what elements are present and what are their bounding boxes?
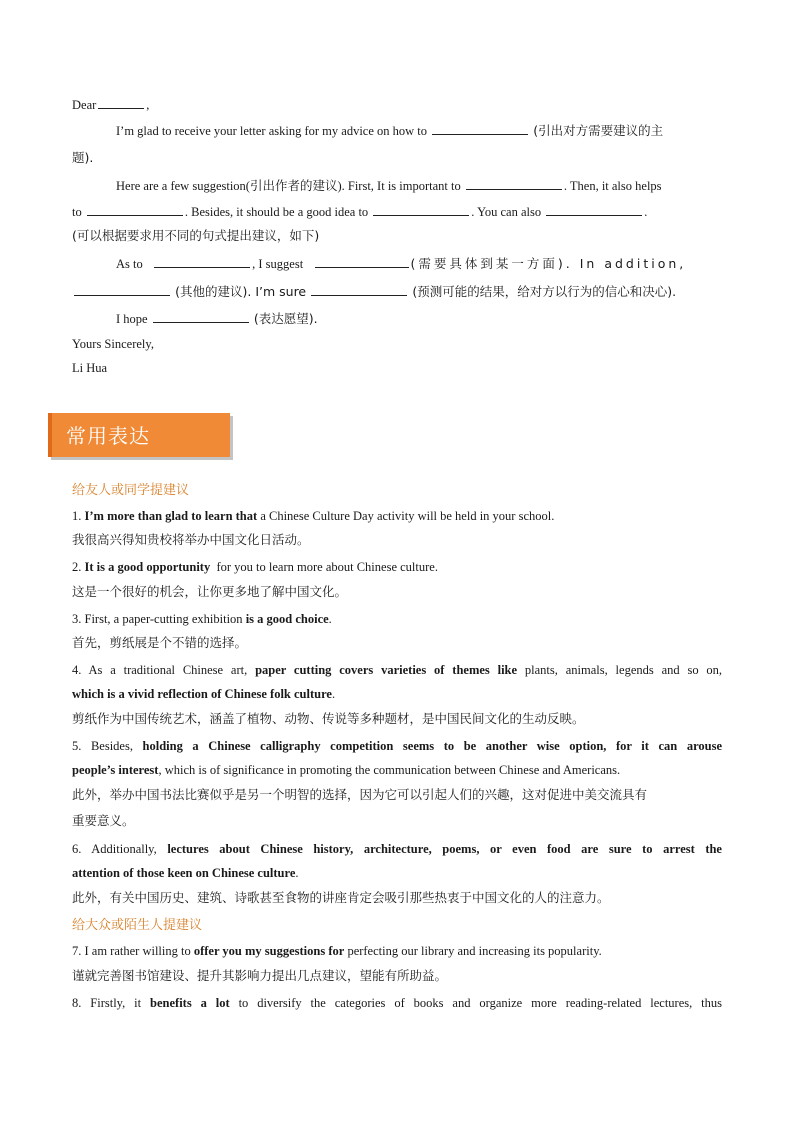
expression-5-translation-cont: 重要意义。 bbox=[72, 813, 135, 828]
expression-1: 1. I’m more than glad to learn that a Chinese Culture Day activity will be held in your school. bbox=[72, 509, 555, 523]
letter-closing: Yours Sincerely, bbox=[72, 337, 154, 351]
blank-line bbox=[432, 121, 528, 135]
expression-4: 4. As a traditional Chinese art, paper cutting covers varieties of themes like plants, animals, legends and so on, bbox=[72, 663, 723, 677]
letter-paragraph-4: As to , I suggest (需要具体到某一方面). In addition, bbox=[116, 256, 687, 271]
blank-line bbox=[546, 202, 642, 216]
blank-line bbox=[373, 202, 469, 216]
expression-1-translation: 我很高兴得知贵校将举办中国文化日活动。 bbox=[72, 532, 310, 547]
letter-paragraph-2-cont: to . Besides, it should be a good idea to . You can also . bbox=[72, 202, 647, 221]
expression-3: 3. First, a paper-cutting exhibition is a good choice. bbox=[72, 612, 332, 626]
expression-4-translation: 剪纸作为中国传统艺术，涵盖了植物、动物、传说等多种题材，是中国民间文化的生动反映。 bbox=[72, 711, 585, 726]
letter-greeting: Dear , bbox=[72, 95, 149, 114]
expression-2-translation: 这是一个很好的机会，让你更多地了解中国文化。 bbox=[72, 584, 348, 599]
section-header bbox=[48, 413, 230, 457]
letter-paragraph-5: I hope (表达愿望). bbox=[116, 311, 318, 326]
blank-line bbox=[315, 254, 409, 268]
letter-paragraph-1-cont: 题). bbox=[72, 150, 94, 165]
blank-line bbox=[311, 282, 407, 296]
blank-line bbox=[74, 282, 170, 296]
expression-6-cont: attention of those keen on Chinese culture. bbox=[72, 866, 299, 880]
expression-7-translation: 谨就完善图书馆建设、提升其影响力提出几点建议，望能有所助益。 bbox=[72, 968, 448, 983]
subheading-friends: 给友人或同学提建议 bbox=[72, 483, 190, 498]
blank-line bbox=[154, 254, 250, 268]
blank-line bbox=[466, 176, 562, 190]
expression-2: 2. It is a good opportunity for you to learn more about Chinese culture. bbox=[72, 560, 438, 574]
expression-6-translation: 此外，有关中国历史、建筑、诗歌甚至食物的讲座肯定会吸引那些热衷于中国文化的人的注意力。 bbox=[72, 890, 610, 905]
letter-signature: Li Hua bbox=[72, 361, 108, 375]
expression-8: 8. Firstly, it benefits a lot to diversify the categories of books and organize more reading-related lectures, thus bbox=[72, 996, 722, 1010]
expression-5-translation: 此外，举办中国书法比赛似乎是另一个明智的选择，因为它可以引起人们的兴趣，这对促进中美交流具有 bbox=[72, 787, 648, 802]
blank-line bbox=[153, 309, 249, 323]
expression-5: 5. Besides, holding a Chinese calligraphy competition seems to be another wise option, for it can arouse bbox=[72, 739, 723, 753]
expression-6: 6. Additionally, lectures about Chinese history, architecture, poems, or even food are sure to arrest the bbox=[72, 842, 722, 856]
expression-4-cont: which is a vivid reflection of Chinese folk culture. bbox=[72, 687, 336, 701]
blank-line bbox=[98, 95, 144, 109]
expression-5-cont: people’s interest, which is of significance in promoting the communication between Chinese and Americans. bbox=[72, 763, 621, 777]
expression-7: 7. I am rather willing to offer you my suggestions for perfecting our library and increasing its popularity. bbox=[72, 944, 602, 958]
expression-3-translation: 首先，剪纸展是个不错的选择。 bbox=[72, 635, 248, 650]
subheading-public: 给大众或陌生人提建议 bbox=[72, 918, 203, 933]
letter-paragraph-1: I’m glad to receive your letter asking for my advice on how to (引出对方需要建议的主 bbox=[116, 123, 664, 138]
letter-paragraph-4-cont: (其他的建议). I’m sure (预测可能的结果，给对方以行为的信心和决心). bbox=[72, 282, 676, 301]
blank-line bbox=[87, 202, 183, 216]
section-title: 常用表达 bbox=[66, 424, 150, 448]
letter-paragraph-2: Here are a few suggestion(引出作者的建议). First, It is important to . Then, it also helps bbox=[116, 176, 662, 195]
letter-note: (可以根据要求用不同的句式提出建议，如下) bbox=[72, 228, 320, 243]
